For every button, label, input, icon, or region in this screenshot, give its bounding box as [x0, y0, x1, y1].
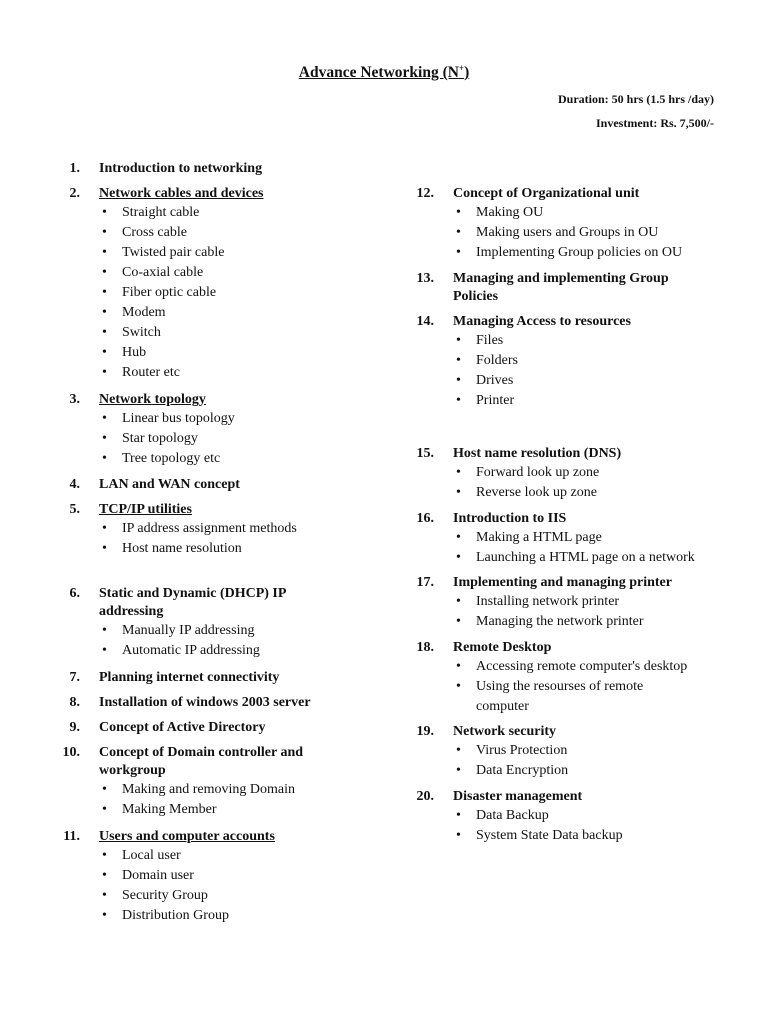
subtopic-list [394, 592, 739, 632]
bullet-icon: • [102, 365, 107, 380]
bullet-icon: • [102, 623, 107, 638]
subtopic-item [394, 463, 739, 483]
subtopic-item [394, 826, 739, 846]
investment-line: Investment: Rs. 7,500/- [596, 116, 714, 130]
subtopic-text: Automatic IP addressing [122, 643, 260, 658]
bullet-icon: • [456, 743, 461, 758]
subtopic-text: Distribution Group [122, 908, 229, 923]
bullet-icon: • [456, 225, 461, 240]
topic-item [394, 788, 739, 846]
bullet-icon: • [456, 550, 461, 565]
subtopic-list [394, 806, 739, 846]
topic-item [40, 160, 385, 178]
subtopic-item [40, 283, 385, 303]
subtopic-text: Co-axial cable [122, 265, 204, 280]
subtopic-list [394, 741, 739, 781]
bullet-icon: • [456, 530, 461, 545]
topic-number: 14. [416, 314, 434, 329]
topic-number: 2. [69, 186, 80, 201]
subtopic-list [40, 409, 385, 469]
bullet-icon: • [102, 305, 107, 320]
subtopic-item [40, 519, 385, 539]
subtopic-item [394, 612, 739, 632]
subtopic-text: Twisted pair cable [122, 245, 225, 260]
topic-title: Disaster management [453, 789, 583, 804]
topic-title: Introduction to IIS [453, 511, 567, 526]
topic-number: 5. [69, 502, 80, 517]
bullet-icon: • [456, 614, 461, 629]
subtopic-text: Installing network printer [476, 594, 620, 609]
subtopic-text: Security Group [122, 888, 208, 903]
topic-item [40, 694, 385, 712]
bullet-icon: • [102, 225, 107, 240]
subtopic-item [394, 761, 739, 781]
subtopic-text: Making a HTML page [476, 530, 602, 545]
topic-item [40, 501, 385, 559]
topic-number: 20. [416, 789, 434, 804]
subtopic-item [40, 243, 385, 263]
topic-number: 13. [416, 271, 434, 286]
topic-title: Concept of Organizational unit [453, 186, 640, 201]
subtopic-text: Forward look up zone [476, 465, 600, 480]
bullet-icon: • [102, 908, 107, 923]
subtopic-text: Star topology [122, 431, 198, 446]
subtopic-text: IP address assignment methods [122, 521, 297, 536]
subtopic-item [394, 483, 739, 503]
subtopic-text: Making users and Groups in OU [476, 225, 659, 240]
bullet-icon: • [102, 868, 107, 883]
bullet-icon: • [456, 808, 461, 823]
topic-title: LAN and WAN concept [99, 477, 240, 492]
subtopic-text: Fiber optic cable [122, 285, 217, 300]
subtopic-text: Tree topology etc [122, 451, 221, 466]
subtopic-item [40, 343, 385, 363]
topic-title: TCP/IP utilities [99, 502, 192, 517]
topic-number: 16. [416, 511, 434, 526]
bullet-icon: • [456, 393, 461, 408]
subtopic-text: Folders [476, 353, 518, 368]
subtopic-list [394, 657, 739, 717]
topic-item [40, 828, 385, 926]
bullet-icon: • [102, 521, 107, 536]
subtopic-list [40, 780, 385, 820]
subtopic-text: Cross cable [122, 225, 187, 240]
subtopic-item [40, 886, 385, 906]
subtopic-item [40, 223, 385, 243]
topic-item [394, 723, 739, 781]
bullet-icon: • [102, 802, 107, 817]
subtopic-text: Data Backup [476, 808, 549, 823]
topic-number: 9. [69, 720, 80, 735]
topic-number: 3. [69, 392, 80, 407]
subtopic-text: Local user [122, 848, 181, 863]
subtopic-text: Implementing Group policies on OU [476, 245, 683, 260]
bullet-icon: • [456, 465, 461, 480]
subtopic-text: Launching a HTML page on a network [476, 550, 695, 565]
subtopic-text: Modem [122, 305, 166, 320]
topic-title: Static and Dynamic (DHCP) IP addressing [99, 586, 286, 619]
subtopic-item [394, 548, 739, 568]
topic-item [40, 391, 385, 469]
subtopic-list [394, 528, 739, 568]
subtopic-item [40, 906, 385, 926]
subtopic-item [40, 800, 385, 820]
topic-item [394, 185, 739, 263]
duration-line: Duration: 50 hrs (1.5 hrs /day) [557, 92, 714, 106]
subtopic-item [394, 806, 739, 826]
subtopic-item [394, 677, 686, 717]
subtopic-item [40, 449, 385, 469]
subtopic-item [40, 539, 385, 559]
subtopic-text: System State Data backup [476, 828, 623, 843]
topic-number: 8. [69, 695, 80, 710]
subtopic-item [40, 846, 385, 866]
bullet-icon: • [456, 485, 461, 500]
page-title-text: Advance Networking (N [298, 64, 459, 82]
topic-title: Planning internet connectivity [99, 670, 280, 685]
subtopic-text: Using the resourses of remote computer [476, 679, 644, 714]
subtopic-item [40, 429, 385, 449]
subtopic-text: Making and removing Domain [122, 782, 296, 797]
subtopic-text: Straight cable [122, 205, 200, 220]
page-title-superscript: + [458, 63, 465, 73]
topic-number: 11. [63, 829, 80, 844]
subtopic-item [394, 592, 739, 612]
subtopic-text: Managing the network printer [476, 614, 644, 629]
subtopic-item [40, 323, 385, 343]
topic-number: 19. [416, 724, 434, 739]
bullet-icon: • [456, 659, 461, 674]
subtopic-text: Printer [476, 393, 515, 408]
subtopic-item [40, 263, 385, 283]
subtopic-text: Reverse look up zone [476, 485, 597, 500]
topic-item [40, 669, 385, 687]
subtopic-item [40, 409, 385, 429]
topic-title: Remote Desktop [453, 640, 552, 655]
left-column [40, 160, 385, 926]
subtopic-text: Files [476, 333, 504, 348]
bullet-icon: • [456, 828, 461, 843]
topic-number: 1. [69, 161, 80, 176]
bullet-icon: • [102, 411, 107, 426]
subtopic-text: Virus Protection [476, 743, 568, 758]
topic-number: 18. [416, 640, 434, 655]
subtopic-item [40, 866, 385, 886]
subtopic-text: Drives [476, 373, 514, 388]
subtopic-text: Linear bus topology [122, 411, 235, 426]
topic-item [394, 639, 739, 717]
topic-number: 6. [69, 586, 80, 601]
topic-title: Managing and implementing Group Policies [453, 271, 669, 304]
bullet-icon: • [102, 451, 107, 466]
subtopic-list [394, 463, 739, 503]
topic-number: 7. [69, 670, 80, 685]
subtopic-item [40, 641, 385, 661]
topic-item [394, 510, 739, 568]
subtopic-text: Host name resolution [122, 541, 242, 556]
topic-item [40, 585, 385, 661]
bullet-icon: • [102, 285, 107, 300]
topic-item [394, 313, 739, 411]
bullet-icon: • [456, 245, 461, 260]
subtopic-item [394, 741, 739, 761]
bullet-icon: • [102, 888, 107, 903]
topic-number: 15. [416, 446, 434, 461]
bullet-icon: • [456, 373, 461, 388]
subtopic-list [40, 621, 385, 661]
subtopic-text: Making OU [476, 205, 544, 220]
subtopic-item [394, 371, 739, 391]
bullet-icon: • [456, 679, 461, 694]
page-title-close: ) [464, 64, 470, 82]
subtopic-item [40, 780, 385, 800]
subtopic-text: Hub [122, 345, 147, 360]
bullet-icon: • [456, 333, 461, 348]
bullet-icon: • [102, 541, 107, 556]
bullet-icon: • [102, 205, 107, 220]
topic-number: 4. [69, 477, 80, 492]
subtopic-item [40, 621, 385, 641]
bullet-icon: • [456, 353, 461, 368]
topic-title: Introduction to networking [99, 161, 263, 176]
topic-item [40, 476, 385, 494]
subtopic-text: Switch [122, 325, 161, 340]
bullet-icon: • [102, 325, 107, 340]
topic-item [394, 445, 739, 503]
subtopic-item [394, 528, 739, 548]
subtopic-item [40, 303, 385, 323]
subtopic-item [394, 331, 739, 351]
topic-title: Network security [453, 724, 557, 739]
topic-title: Installation of windows 2003 server [99, 695, 311, 710]
topic-number: 17. [416, 575, 434, 590]
topic-title: Managing Access to resources [453, 314, 631, 329]
subtopic-item [394, 203, 739, 223]
topic-item [40, 185, 385, 383]
topic-title: Network topology [99, 392, 206, 407]
subtopic-text: Accessing remote computer's desktop [476, 659, 688, 674]
bullet-icon: • [102, 643, 107, 658]
subtopic-item [394, 223, 739, 243]
topic-item [394, 574, 739, 632]
bullet-icon: • [456, 763, 461, 778]
topic-number: 12. [416, 186, 434, 201]
topic-title: Users and computer accounts [99, 829, 275, 844]
subtopic-list [40, 203, 385, 383]
topic-number: 10. [62, 745, 80, 760]
subtopic-list [394, 203, 739, 263]
subtopic-item [394, 243, 739, 263]
topic-title: Concept of Active Directory [99, 720, 266, 735]
subtopic-item [40, 363, 385, 383]
subtopic-text: Router etc [122, 365, 180, 380]
right-column [394, 185, 739, 846]
subtopic-list [40, 846, 385, 926]
bullet-icon: • [102, 431, 107, 446]
subtopic-item [394, 351, 739, 371]
subtopic-text: Manually IP addressing [122, 623, 255, 638]
topic-title: Implementing and managing printer [453, 575, 672, 590]
subtopic-item [394, 657, 739, 677]
subtopic-text: Data Encryption [476, 763, 569, 778]
subtopic-list [40, 519, 385, 559]
subtopic-item [40, 203, 385, 223]
bullet-icon: • [102, 345, 107, 360]
topic-item [394, 270, 739, 306]
topic-item [40, 719, 385, 737]
subtopic-text: Making Member [122, 802, 217, 817]
topic-title: Concept of Domain controller and workgroup [99, 745, 304, 778]
page-title [0, 63, 768, 82]
topic-title: Host name resolution (DNS) [453, 446, 622, 461]
topic-item [40, 744, 385, 820]
bullet-icon: • [102, 245, 107, 260]
bullet-icon: • [102, 782, 107, 797]
topic-title: Network cables and devices [99, 186, 264, 201]
bullet-icon: • [102, 848, 107, 863]
bullet-icon: • [102, 265, 107, 280]
subtopic-list [394, 331, 739, 411]
bullet-icon: • [456, 205, 461, 220]
subtopic-text: Domain user [122, 868, 194, 883]
subtopic-item [394, 391, 739, 411]
bullet-icon: • [456, 594, 461, 609]
